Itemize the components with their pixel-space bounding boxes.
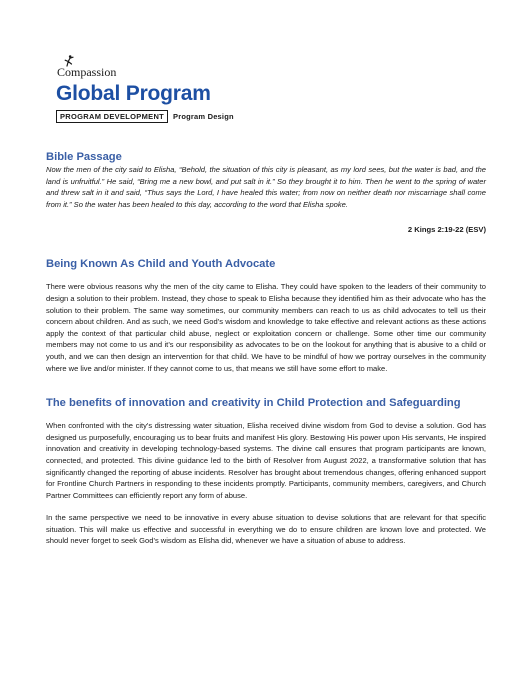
compassion-logo-text: Compassion bbox=[57, 65, 117, 79]
innovation-heading: The benefits of innovation and creativity in Child Protection and Safeguarding bbox=[46, 397, 461, 410]
document-content bbox=[46, 150, 486, 547]
brand-header bbox=[56, 64, 234, 123]
advocate-paragraph: There were obvious reasons why the men of the city came to Elisha. They could have spoken to the leaders of their community to design a solution to their problem. Instead, they chose to speak to Elisha because they identified him as their advocate who has the solution to their problem. The same way sometimes, our community members can reach to us as child advocates to tell us their concern about children. And as such, we need God’s wisdom and knowledge to take effective and relevant actions as these actions apply the context of that particular child abuse, neglect or exploitation concern or challenge. Some other time our community members may not come to us and it’s our responsibility as advocates to be on the lookout for anything that is abusive to a child or youth, and we can then design an intervention for that child. We have to be mindful of how we portray ourselves in the community where we live and/or minister. If they cannot come to us, that means we still have some effort to make. bbox=[46, 282, 486, 373]
innovation-paragraph-1: When confronted with the city's distressing water situation, Elisha received divine wisdom from God to devise a solution. God has designed us purposefully, encouraging us to bear fruits and manifest His glory. Bestowing His power upon His servants, He inspired innovation and creativity in developing technology-based systems. The divine call ensures that program participants are known, connected, and protected. This divine guidance led to the birth of Resolver from August 2022, a transformative solution that has significantly changed the reporting of abuse incidents. Resolver has brought about tremendous changes, offering enhanced support for Frontline Church Partners in responding to these incidents promptly. Participants, community members, caregivers, and Church Partner Committees can efficiently report any form of abuse. bbox=[46, 421, 486, 500]
compassion-logo bbox=[56, 64, 234, 80]
program-development-label: PROGRAM DEVELOPMENT bbox=[56, 110, 168, 123]
advocate-heading: Being Known As Child and Youth Advocate bbox=[46, 258, 276, 271]
brand-title: Global Program bbox=[56, 82, 211, 105]
bible-passage-heading: Bible Passage bbox=[46, 151, 122, 163]
leaping-figure-icon bbox=[64, 55, 74, 67]
program-design-label: Program Design bbox=[173, 111, 234, 121]
bible-passage-text: Now the men of the city said to Elisha, “Behold, the situation of this city is pleasant, as my lord sees, but the water is bad, and the land is unfruitful.” He said, “Bring me a new bowl, and put salt in it.” So they brought it to him. Then he went to the spring of water and threw salt in it and said, “Thus says the Lord, I have healed this water; from now on neither death nor miscarriage shall come from it.” So the water has been healed to this day, according to the word that Elisha spoke. bbox=[46, 165, 486, 209]
brand-subtitle-row bbox=[56, 109, 234, 123]
bible-reference: 2 Kings 2:19-22 (ESV) bbox=[407, 225, 486, 235]
innovation-paragraph-2: In the same perspective we need to be innovative in every abuse situation to devise solutions that are relevant for that specific situation. This will make us effective and successful in everything we do to ensure children are known love and protected. We should never forget to seek God’s wisdom as Elisha did, whenever we have a situation of abuse to address. bbox=[46, 513, 486, 546]
